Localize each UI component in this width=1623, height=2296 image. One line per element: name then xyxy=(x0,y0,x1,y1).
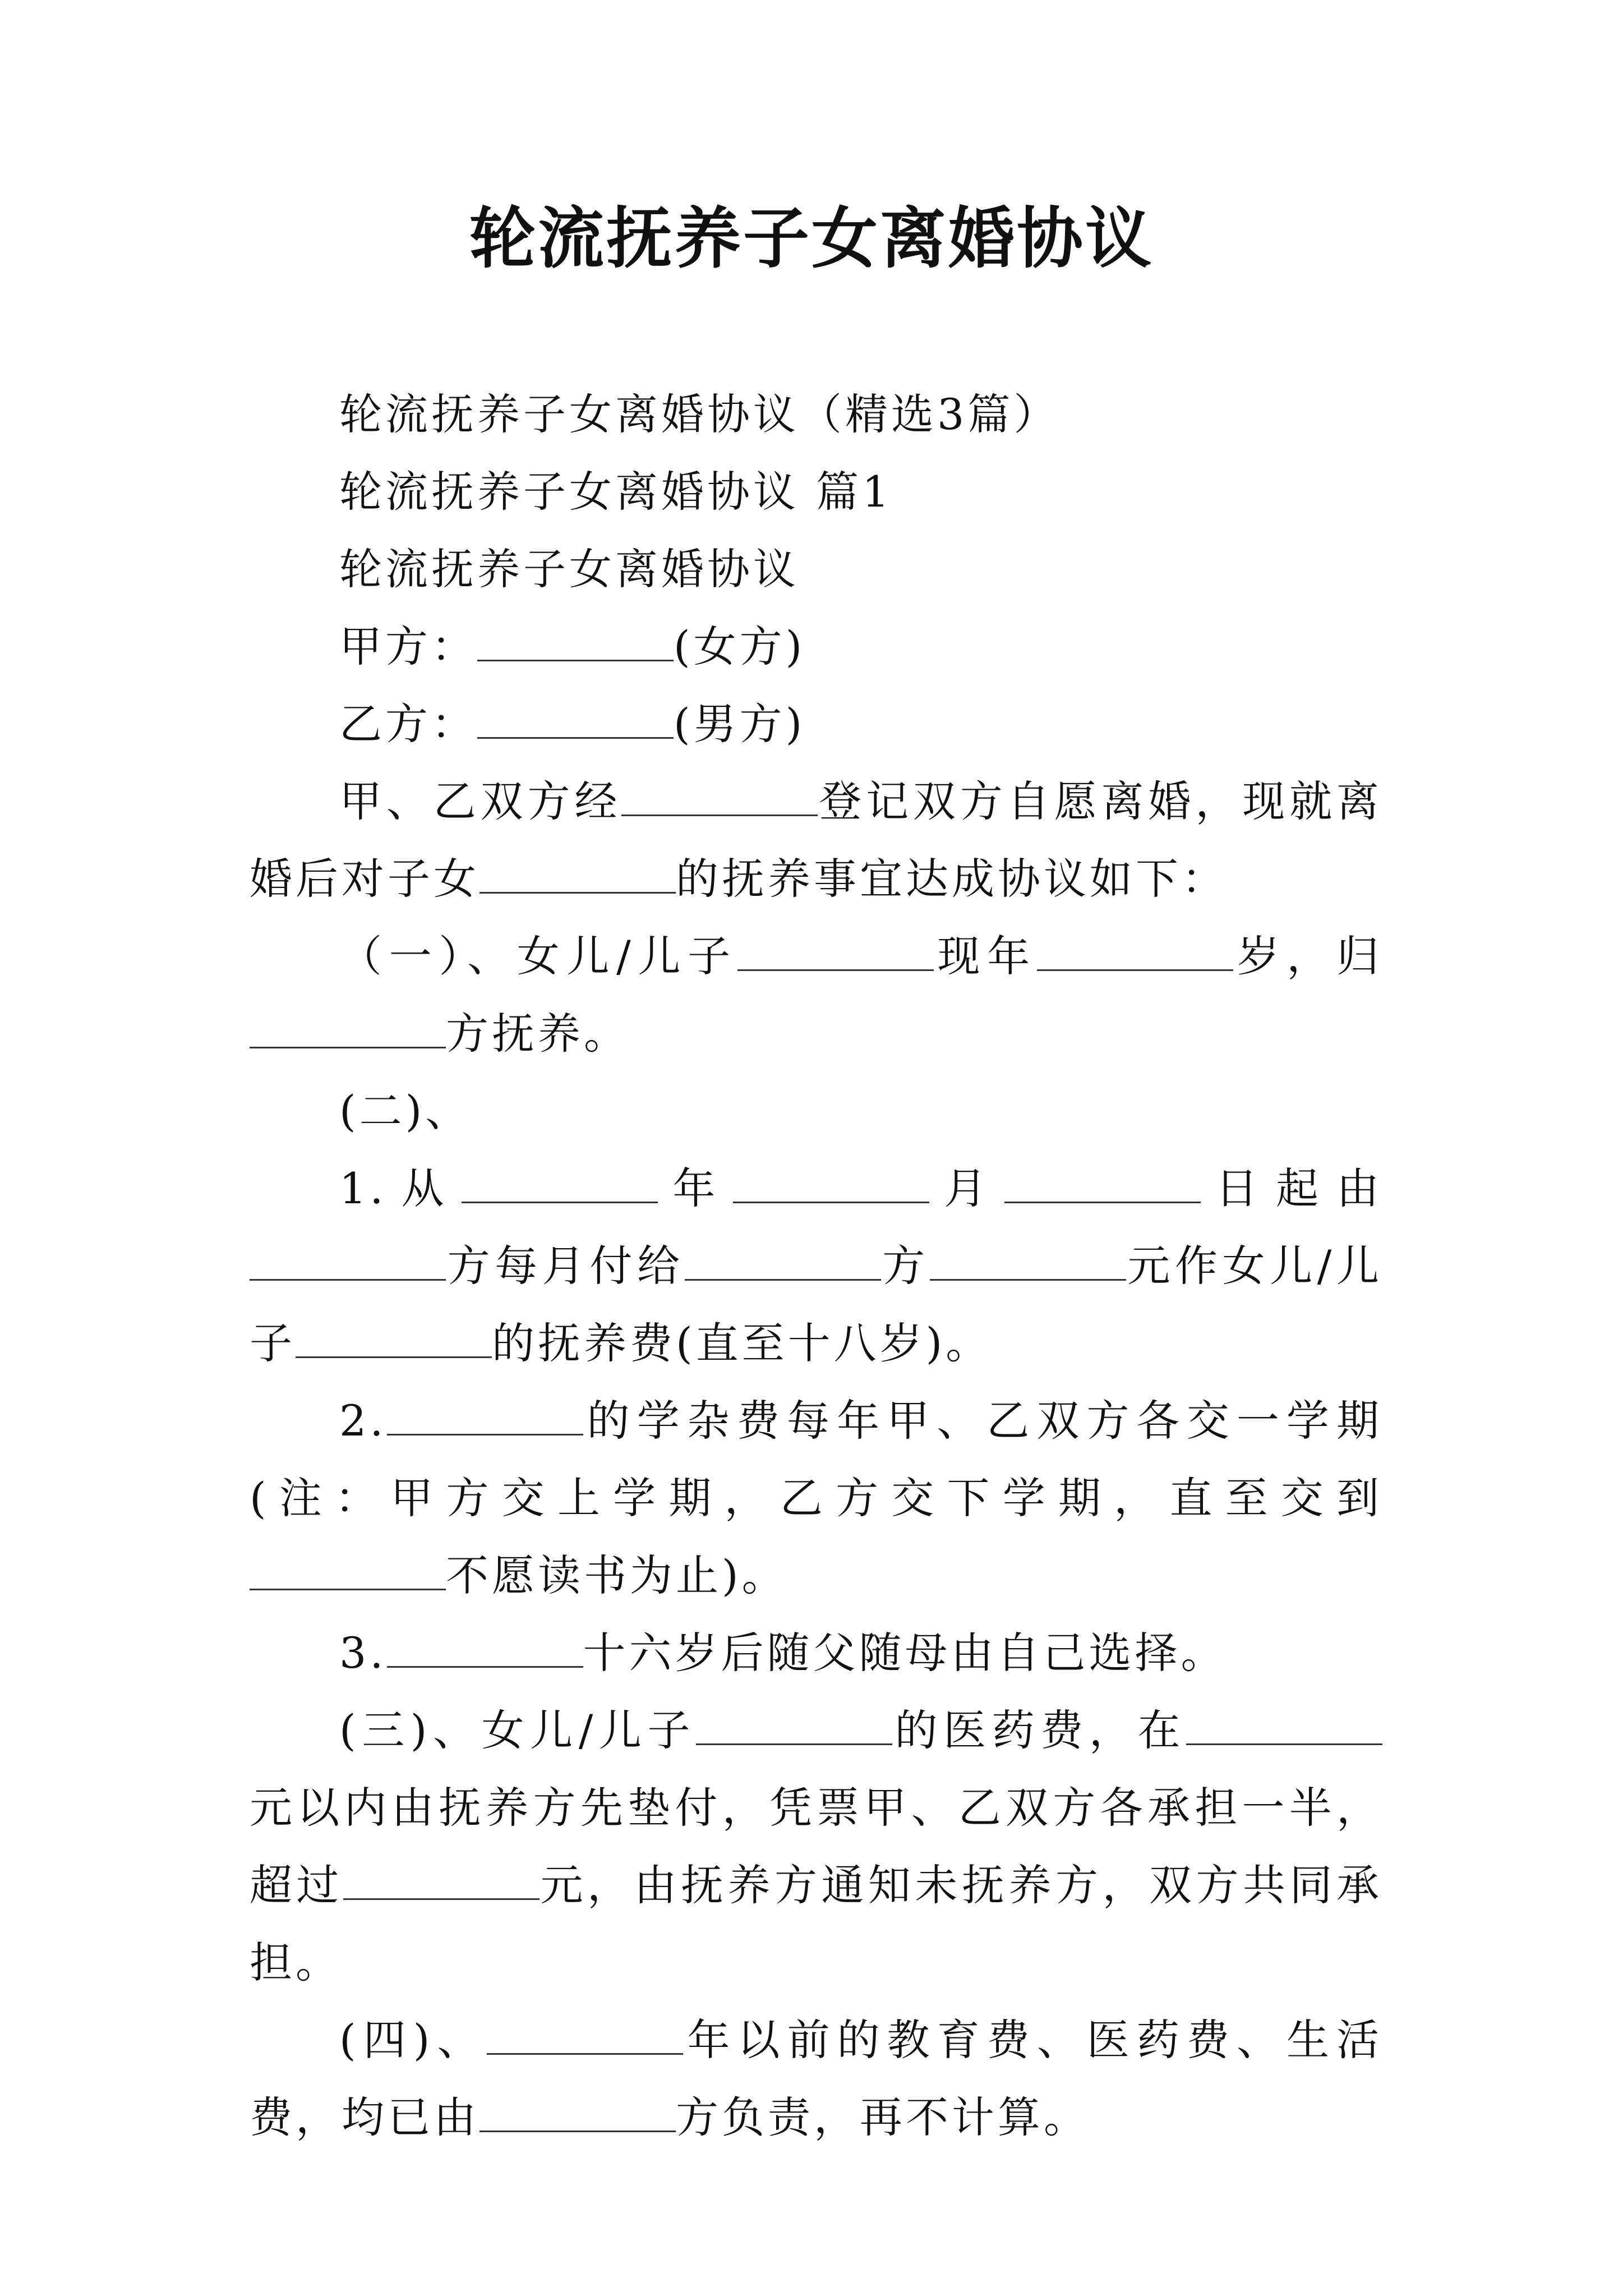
intro-text-1: 甲、乙双方经 xyxy=(339,776,622,826)
clause-1-text-1: （一）、女儿/儿子 xyxy=(339,931,737,981)
item-1-text-7: 元作女儿/儿子 xyxy=(250,1241,1383,1368)
clause-4-blank-2[interactable] xyxy=(479,2091,676,2132)
item-2-text-3: 不愿读书为止)。 xyxy=(446,1550,788,1600)
item-1-text-3: 月 xyxy=(929,1163,1005,1213)
clause-2-heading: (二)、 xyxy=(339,1086,472,1136)
clause-3-blank-2[interactable] xyxy=(1186,1704,1382,1745)
party-a-label: 甲方： xyxy=(339,622,477,671)
item-1-text-8: 的抚养费(直至十八岁)。 xyxy=(492,1318,992,1368)
item-2-blank-1[interactable] xyxy=(387,1395,583,1435)
item-1-text-4: 日起由 xyxy=(1201,1163,1383,1213)
item-2-text-1: 2. xyxy=(339,1396,387,1446)
item-2-paragraph xyxy=(250,1382,1382,1614)
clause-3-blank-3[interactable] xyxy=(343,1859,540,1900)
item-1-text-1: 1.从 xyxy=(339,1163,462,1213)
item-3-text-2: 十六岁后随父随母由自己选择。 xyxy=(583,1628,1227,1678)
clause-3-text-2: 的医药费，在 xyxy=(892,1705,1187,1755)
clause-3-paragraph xyxy=(250,1692,1382,2001)
clause-1-text-4: 方抚养。 xyxy=(446,1009,630,1059)
intro-text-3: 的抚养事宜达成协议如下： xyxy=(676,854,1228,904)
item-1-blank-5[interactable] xyxy=(685,1240,881,1281)
clause-4-text-3: 方负责，再不计算。 xyxy=(676,2092,1090,2142)
clause-1-text-3: 岁，归 xyxy=(1233,931,1382,981)
line-part-heading: 轮流抚养子女离婚协议 篇1 xyxy=(339,467,893,517)
item-1-blank-1[interactable] xyxy=(462,1162,658,1203)
item-1-blank-4[interactable] xyxy=(250,1240,446,1281)
clause-4-text-1: (四)、 xyxy=(339,2015,487,2065)
clause-1-blank-3[interactable] xyxy=(250,1007,446,1048)
item-3-text-1: 3. xyxy=(339,1628,387,1678)
clause-1-blank-2[interactable] xyxy=(1037,930,1233,971)
item-1-blank-6[interactable] xyxy=(930,1240,1126,1281)
party-a-blank[interactable] xyxy=(477,620,674,661)
clause-3-text-1: (三)、女儿/儿子 xyxy=(339,1705,697,1755)
party-a-role: (女方) xyxy=(674,622,806,671)
item-1-blank-2[interactable] xyxy=(733,1162,929,1203)
line-collection-title: 轮流抚养子女离婚协议（精选3篇） xyxy=(339,389,1060,439)
intro-paragraph xyxy=(250,763,1382,918)
item-1-text-6: 方 xyxy=(880,1241,930,1291)
line-agreement-name: 轮流抚养子女离婚协议 xyxy=(339,544,799,594)
party-a-line xyxy=(250,608,1382,685)
clause-3-blank-1[interactable] xyxy=(696,1704,892,1745)
item-1-blank-7[interactable] xyxy=(296,1317,492,1358)
party-b-blank[interactable] xyxy=(477,698,674,739)
intro-blank-2[interactable] xyxy=(479,853,676,894)
intro-text-2: 登记双方自愿离婚，现就离婚后对子女 xyxy=(250,776,1383,904)
clause-1-paragraph xyxy=(250,918,1382,1073)
party-b-role: (男方) xyxy=(674,699,806,749)
intro-blank-1[interactable] xyxy=(621,775,818,816)
item-3-blank-1[interactable] xyxy=(387,1627,583,1668)
item-1-blank-3[interactable] xyxy=(1004,1162,1201,1203)
clause-4-paragraph xyxy=(250,2001,1382,2156)
clause-1-blank-1[interactable] xyxy=(737,930,934,971)
clause-3-text-4: 元，由抚养方通知未抚养方，双方共同承担。 xyxy=(250,1860,1382,1987)
clause-3-text-3: 元以内由抚养方先垫付，凭票甲、乙双方各承担一半，超过 xyxy=(250,1783,1382,1910)
item-2-blank-2[interactable] xyxy=(250,1549,446,1590)
document-title: 轮流抚养子女离婚协议 xyxy=(469,199,1154,277)
clause-4-text-2: 年以前的教育费、医药费、生活费，均已由 xyxy=(250,2015,1383,2142)
clause-4-blank-1[interactable] xyxy=(487,2014,683,2055)
document-body xyxy=(250,376,1382,2156)
item-1-text-2: 年 xyxy=(658,1163,734,1213)
party-b-label: 乙方： xyxy=(339,699,477,749)
clause-1-text-2: 现年 xyxy=(933,931,1037,981)
item-3-paragraph xyxy=(250,1614,1382,1692)
item-1-paragraph xyxy=(250,1150,1382,1382)
party-b-line xyxy=(250,685,1382,763)
item-2-text-2: 的学杂费每年甲、乙双方各交一学期(注：甲方交上学期，乙方交下学期，直至交到 xyxy=(250,1396,1382,1523)
item-1-text-5: 方每月付给 xyxy=(446,1241,685,1291)
